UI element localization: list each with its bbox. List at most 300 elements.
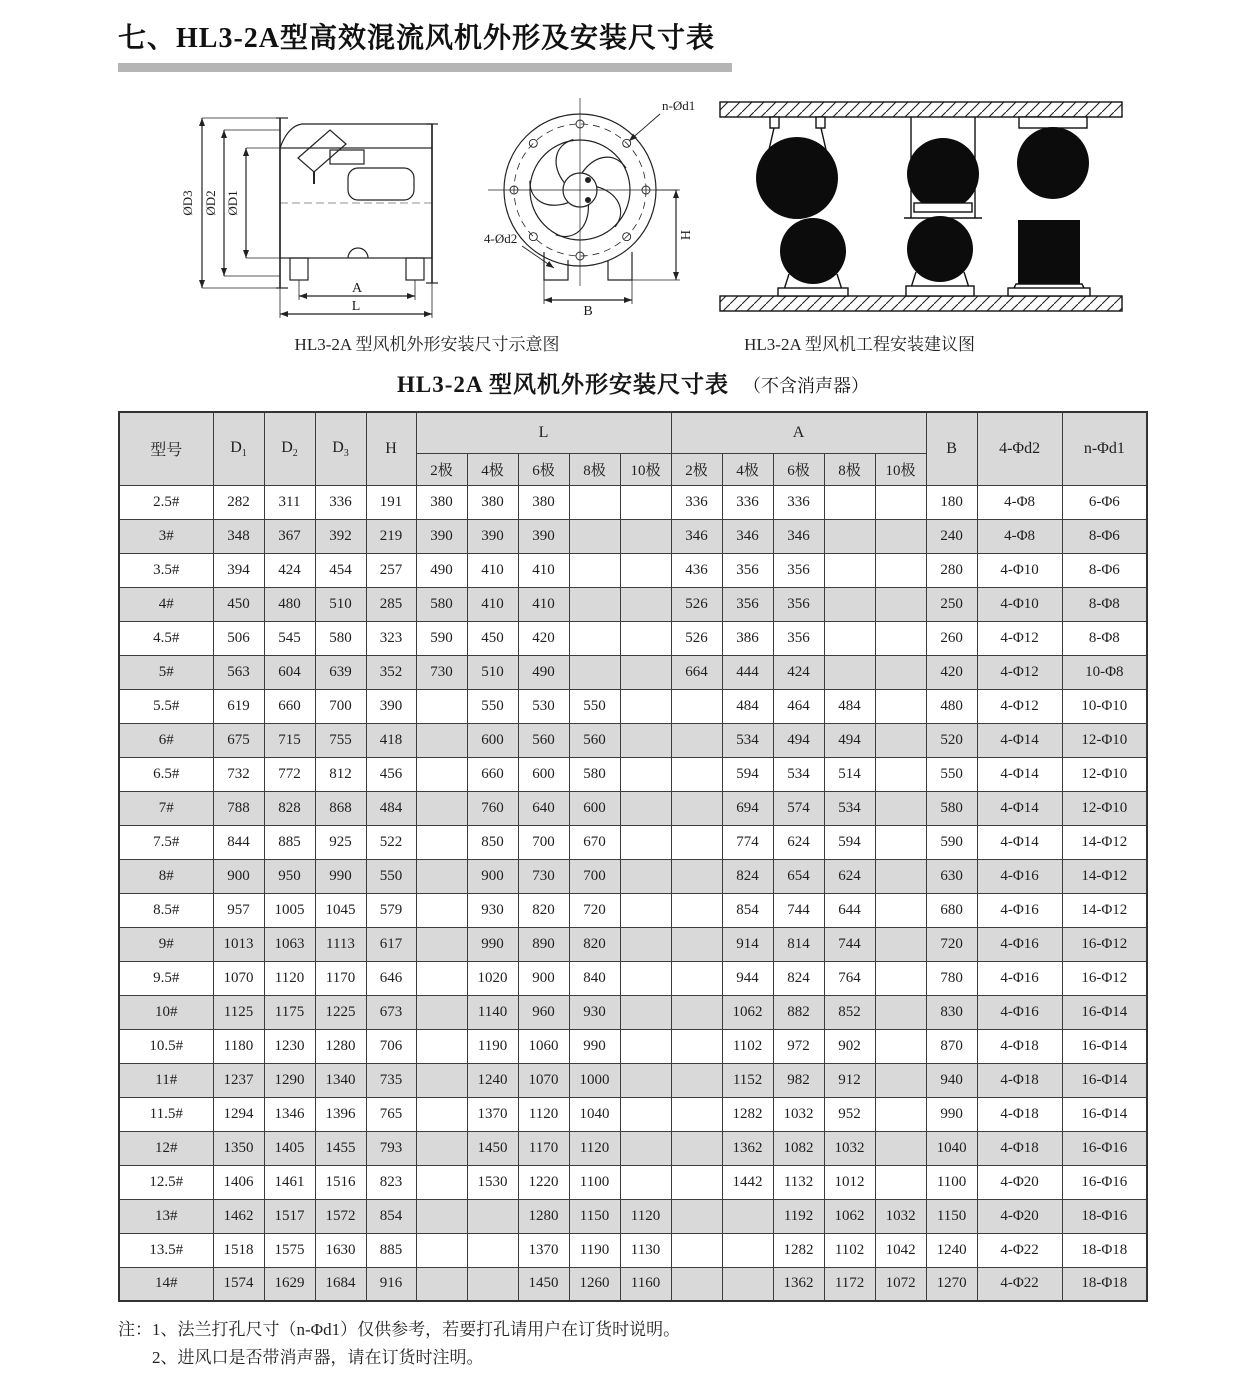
value-cell: 1346 <box>264 1097 315 1131</box>
value-cell: 4-Φ18 <box>977 1029 1062 1063</box>
table-header <box>119 412 1147 485</box>
value-cell: 670 <box>569 825 620 859</box>
value-cell: 1040 <box>926 1131 977 1165</box>
value-cell: 16-Φ16 <box>1062 1131 1147 1165</box>
value-cell <box>722 1199 773 1233</box>
value-cell <box>671 1063 722 1097</box>
value-cell: 600 <box>467 723 518 757</box>
value-cell: 450 <box>467 621 518 655</box>
value-cell: 394 <box>213 553 264 587</box>
value-cell <box>671 961 722 995</box>
col-header-pole: 8极 <box>824 453 875 485</box>
value-cell <box>620 519 671 553</box>
value-cell: 1063 <box>264 927 315 961</box>
dimension-table <box>118 411 1148 1302</box>
table-row <box>119 1165 1147 1199</box>
value-cell: 824 <box>722 859 773 893</box>
value-cell: 16-Φ12 <box>1062 927 1147 961</box>
value-cell: 1240 <box>467 1063 518 1097</box>
value-cell: 4-Φ18 <box>977 1131 1062 1165</box>
value-cell: 1572 <box>315 1199 366 1233</box>
value-cell <box>875 1063 926 1097</box>
value-cell: 386 <box>722 621 773 655</box>
value-cell <box>875 825 926 859</box>
value-cell <box>875 893 926 927</box>
value-cell: 484 <box>366 791 416 825</box>
value-cell: 706 <box>366 1029 416 1063</box>
value-cell: 4-Φ12 <box>977 655 1062 689</box>
value-cell: 484 <box>722 689 773 723</box>
value-cell: 1518 <box>213 1233 264 1267</box>
value-cell: 4-Φ22 <box>977 1267 1062 1301</box>
value-cell: 660 <box>467 757 518 791</box>
fan-side-view-figure <box>180 88 472 324</box>
value-cell <box>824 485 875 519</box>
model-cell: 7# <box>119 791 213 825</box>
value-cell: 285 <box>366 587 416 621</box>
value-cell <box>620 961 671 995</box>
value-cell: 4-Φ8 <box>977 485 1062 519</box>
value-cell: 311 <box>264 485 315 519</box>
value-cell: 673 <box>366 995 416 1029</box>
value-cell: 600 <box>518 757 569 791</box>
installation-figure <box>718 88 1126 324</box>
value-cell: 418 <box>366 723 416 757</box>
value-cell: 640 <box>518 791 569 825</box>
value-cell: 944 <box>722 961 773 995</box>
value-cell: 530 <box>518 689 569 723</box>
value-cell: 957 <box>213 893 264 927</box>
value-cell: 1132 <box>773 1165 824 1199</box>
value-cell: 639 <box>315 655 366 689</box>
value-cell <box>875 1131 926 1165</box>
value-cell: 4-Φ14 <box>977 791 1062 825</box>
value-cell: 10-Φ8 <box>1062 655 1147 689</box>
value-cell: 336 <box>671 485 722 519</box>
value-cell: 1350 <box>213 1131 264 1165</box>
value-cell: 793 <box>366 1131 416 1165</box>
value-cell: 868 <box>315 791 366 825</box>
value-cell <box>671 1233 722 1267</box>
value-cell: 1629 <box>264 1267 315 1301</box>
value-cell: 1455 <box>315 1131 366 1165</box>
value-cell <box>620 1131 671 1165</box>
value-cell <box>620 1063 671 1097</box>
value-cell <box>671 1199 722 1233</box>
table-row <box>119 995 1147 1029</box>
model-cell: 8# <box>119 859 213 893</box>
value-cell: 890 <box>518 927 569 961</box>
value-cell: 526 <box>671 587 722 621</box>
value-cell: 824 <box>773 961 824 995</box>
value-cell: 820 <box>569 927 620 961</box>
figures-row <box>118 88 1148 326</box>
value-cell <box>620 485 671 519</box>
value-cell: 346 <box>722 519 773 553</box>
value-cell: 744 <box>773 893 824 927</box>
value-cell: 18-Φ18 <box>1062 1233 1147 1267</box>
value-cell <box>722 1233 773 1267</box>
value-cell: 1060 <box>518 1029 569 1063</box>
value-cell: 390 <box>366 689 416 723</box>
value-cell: 780 <box>926 961 977 995</box>
value-cell <box>416 893 467 927</box>
notes <box>118 1316 1148 1372</box>
value-cell: 480 <box>264 587 315 621</box>
value-cell: 4-Φ20 <box>977 1165 1062 1199</box>
value-cell: 4-Φ12 <box>977 689 1062 723</box>
col-header-b: B <box>926 412 977 485</box>
value-cell: 356 <box>773 587 824 621</box>
value-cell: 1150 <box>926 1199 977 1233</box>
figure-captions <box>118 330 1148 356</box>
value-cell <box>671 757 722 791</box>
page-title: 七、HL3-2A型高效混流风机外形及安装尺寸表 <box>118 23 716 54</box>
table-row <box>119 621 1147 655</box>
value-cell: 1042 <box>875 1233 926 1267</box>
value-cell: 1442 <box>722 1165 773 1199</box>
value-cell: 660 <box>264 689 315 723</box>
value-cell <box>620 553 671 587</box>
value-cell <box>416 927 467 961</box>
value-cell <box>824 519 875 553</box>
value-cell: 619 <box>213 689 264 723</box>
value-cell <box>824 655 875 689</box>
value-cell: 1045 <box>315 893 366 927</box>
value-cell: 464 <box>773 689 824 723</box>
value-cell: 1280 <box>315 1029 366 1063</box>
value-cell: 323 <box>366 621 416 655</box>
value-cell: 925 <box>315 825 366 859</box>
value-cell: 1362 <box>773 1267 824 1301</box>
value-cell: 410 <box>518 553 569 587</box>
value-cell: 914 <box>722 927 773 961</box>
col-header-a-group: A <box>671 412 926 453</box>
value-cell: 410 <box>467 553 518 587</box>
value-cell: 1120 <box>569 1131 620 1165</box>
value-cell: 1270 <box>926 1267 977 1301</box>
value-cell: 4-Φ22 <box>977 1233 1062 1267</box>
value-cell: 1172 <box>824 1267 875 1301</box>
value-cell <box>875 859 926 893</box>
value-cell: 1020 <box>467 961 518 995</box>
value-cell <box>875 519 926 553</box>
value-cell: 4-Φ16 <box>977 961 1062 995</box>
value-cell: 1070 <box>518 1063 569 1097</box>
value-cell <box>620 655 671 689</box>
value-cell: 16-Φ14 <box>1062 1097 1147 1131</box>
value-cell: 4-Φ10 <box>977 587 1062 621</box>
value-cell: 454 <box>315 553 366 587</box>
value-cell: 1040 <box>569 1097 620 1131</box>
value-cell: 390 <box>467 519 518 553</box>
value-cell: 18-Φ18 <box>1062 1267 1147 1301</box>
value-cell <box>671 723 722 757</box>
value-cell: 484 <box>824 689 875 723</box>
value-cell: 972 <box>773 1029 824 1063</box>
value-cell <box>620 621 671 655</box>
value-cell: 952 <box>824 1097 875 1131</box>
table-row <box>119 1267 1147 1301</box>
value-cell: 755 <box>315 723 366 757</box>
value-cell <box>671 995 722 1029</box>
value-cell: 526 <box>671 621 722 655</box>
value-cell: 16-Φ14 <box>1062 1029 1147 1063</box>
value-cell <box>416 723 467 757</box>
value-cell <box>875 655 926 689</box>
value-cell: 730 <box>416 655 467 689</box>
value-cell: 930 <box>467 893 518 927</box>
value-cell <box>569 655 620 689</box>
value-cell <box>824 621 875 655</box>
model-cell: 6.5# <box>119 757 213 791</box>
value-cell: 191 <box>366 485 416 519</box>
value-cell <box>875 927 926 961</box>
table-subtitle: （不含消声器） <box>742 376 869 396</box>
value-cell <box>569 621 620 655</box>
value-cell: 624 <box>824 859 875 893</box>
value-cell: 700 <box>569 859 620 893</box>
value-cell: 580 <box>315 621 366 655</box>
value-cell: 1237 <box>213 1063 264 1097</box>
value-cell <box>620 995 671 1029</box>
value-cell: 700 <box>518 825 569 859</box>
value-cell: 1280 <box>518 1199 569 1233</box>
table-row <box>119 1029 1147 1063</box>
value-cell: 4-Φ16 <box>977 859 1062 893</box>
col-header-l-group: L <box>416 412 671 453</box>
table-row <box>119 587 1147 621</box>
col-header-pole: 4极 <box>722 453 773 485</box>
table-row <box>119 1063 1147 1097</box>
value-cell: 367 <box>264 519 315 553</box>
value-cell: 574 <box>773 791 824 825</box>
notes-prefix: 注： <box>118 1320 152 1339</box>
value-cell: 590 <box>926 825 977 859</box>
value-cell <box>416 1131 467 1165</box>
value-cell: 854 <box>722 893 773 927</box>
value-cell: 10-Φ10 <box>1062 689 1147 723</box>
value-cell <box>671 1131 722 1165</box>
value-cell: 14-Φ12 <box>1062 893 1147 927</box>
model-cell: 6# <box>119 723 213 757</box>
value-cell: 788 <box>213 791 264 825</box>
value-cell: 12-Φ10 <box>1062 791 1147 825</box>
value-cell: 380 <box>416 485 467 519</box>
value-cell: 1100 <box>569 1165 620 1199</box>
value-cell: 1070 <box>213 961 264 995</box>
col-header-pole: 10极 <box>875 453 926 485</box>
value-cell: 336 <box>722 485 773 519</box>
value-cell: 1140 <box>467 995 518 1029</box>
value-cell: 356 <box>773 553 824 587</box>
value-cell: 514 <box>824 757 875 791</box>
value-cell: 506 <box>213 621 264 655</box>
value-cell: 12-Φ10 <box>1062 757 1147 791</box>
value-cell: 844 <box>213 825 264 859</box>
value-cell: 604 <box>264 655 315 689</box>
value-cell: 1362 <box>722 1131 773 1165</box>
value-cell: 744 <box>824 927 875 961</box>
table-row <box>119 1097 1147 1131</box>
table-row <box>119 825 1147 859</box>
value-cell: 630 <box>926 859 977 893</box>
value-cell: 420 <box>518 621 569 655</box>
value-cell: 1102 <box>722 1029 773 1063</box>
value-cell: 1630 <box>315 1233 366 1267</box>
value-cell: 900 <box>213 859 264 893</box>
value-cell: 580 <box>926 791 977 825</box>
value-cell: 14-Φ12 <box>1062 825 1147 859</box>
value-cell: 1062 <box>824 1199 875 1233</box>
value-cell <box>671 1029 722 1063</box>
value-cell <box>671 1267 722 1301</box>
value-cell <box>620 587 671 621</box>
value-cell: 579 <box>366 893 416 927</box>
value-cell: 1082 <box>773 1131 824 1165</box>
value-cell: 1032 <box>824 1131 875 1165</box>
value-cell <box>467 1199 518 1233</box>
value-cell <box>671 859 722 893</box>
value-cell: 436 <box>671 553 722 587</box>
value-cell: 850 <box>467 825 518 859</box>
value-cell: 4-Φ14 <box>977 825 1062 859</box>
value-cell: 348 <box>213 519 264 553</box>
value-cell: 1290 <box>264 1063 315 1097</box>
value-cell: 563 <box>213 655 264 689</box>
dim-label-d1: ØD1 <box>225 190 240 216</box>
value-cell: 534 <box>773 757 824 791</box>
value-cell <box>467 1267 518 1301</box>
value-cell: 1282 <box>722 1097 773 1131</box>
value-cell: 1170 <box>315 961 366 995</box>
value-cell: 1100 <box>926 1165 977 1199</box>
value-cell <box>416 1029 467 1063</box>
value-cell <box>620 893 671 927</box>
table-title-text: HL3-2A 型风机外形安装尺寸表 <box>397 372 729 397</box>
value-cell: 550 <box>569 689 620 723</box>
value-cell: 852 <box>824 995 875 1029</box>
model-cell: 4.5# <box>119 621 213 655</box>
value-cell: 1461 <box>264 1165 315 1199</box>
value-cell <box>620 689 671 723</box>
value-cell: 4-Φ16 <box>977 927 1062 961</box>
value-cell: 8-Φ8 <box>1062 621 1147 655</box>
value-cell: 900 <box>467 859 518 893</box>
value-cell: 424 <box>773 655 824 689</box>
table-row <box>119 791 1147 825</box>
value-cell: 534 <box>824 791 875 825</box>
value-cell: 1240 <box>926 1233 977 1267</box>
value-cell: 732 <box>213 757 264 791</box>
value-cell <box>875 553 926 587</box>
value-cell: 1120 <box>518 1097 569 1131</box>
value-cell <box>875 791 926 825</box>
value-cell: 550 <box>926 757 977 791</box>
value-cell: 8-Φ6 <box>1062 553 1147 587</box>
model-cell: 2.5# <box>119 485 213 519</box>
table-row <box>119 1131 1147 1165</box>
value-cell <box>875 621 926 655</box>
value-cell: 250 <box>926 587 977 621</box>
col-header-pole: 6极 <box>773 453 824 485</box>
value-cell: 1684 <box>315 1267 366 1301</box>
value-cell: 990 <box>569 1029 620 1063</box>
value-cell: 1125 <box>213 995 264 1029</box>
value-cell: 950 <box>264 859 315 893</box>
value-cell: 456 <box>366 757 416 791</box>
col-header-h: H <box>366 412 416 485</box>
dim-label-4-d2: 4-Ød2 <box>484 231 518 246</box>
value-cell <box>671 927 722 961</box>
value-cell <box>416 689 467 723</box>
value-cell: 1282 <box>773 1233 824 1267</box>
col-header-d2: $D_2$ <box>264 412 315 485</box>
value-cell: 812 <box>315 757 366 791</box>
value-cell: 480 <box>926 689 977 723</box>
value-cell: 356 <box>722 553 773 587</box>
value-cell <box>416 757 467 791</box>
value-cell: 617 <box>366 927 416 961</box>
value-cell: 1575 <box>264 1233 315 1267</box>
col-header-model: 型号 <box>119 412 213 485</box>
table-row <box>119 485 1147 519</box>
value-cell <box>824 553 875 587</box>
value-cell: 1517 <box>264 1199 315 1233</box>
value-cell: 916 <box>366 1267 416 1301</box>
value-cell: 900 <box>518 961 569 995</box>
value-cell <box>875 1029 926 1063</box>
value-cell: 4-Φ10 <box>977 553 1062 587</box>
value-cell <box>722 1267 773 1301</box>
value-cell: 4-Φ14 <box>977 723 1062 757</box>
value-cell: 1516 <box>315 1165 366 1199</box>
dim-label-a: A <box>351 281 363 296</box>
col-header-bolt-d2: 4-Φd2 <box>977 412 1062 485</box>
col-header-pole: 2极 <box>671 453 722 485</box>
value-cell: 356 <box>773 621 824 655</box>
value-cell <box>467 1233 518 1267</box>
value-cell: 882 <box>773 995 824 1029</box>
col-header-d3: $D_3$ <box>315 412 366 485</box>
value-cell: 1120 <box>264 961 315 995</box>
value-cell <box>875 723 926 757</box>
value-cell: 1012 <box>824 1165 875 1199</box>
value-cell: 1450 <box>518 1267 569 1301</box>
value-cell <box>416 791 467 825</box>
value-cell: 6-Φ6 <box>1062 485 1147 519</box>
value-cell: 774 <box>722 825 773 859</box>
value-cell: 4-Φ16 <box>977 893 1062 927</box>
col-header-pole: 2极 <box>416 453 467 485</box>
table-row <box>119 723 1147 757</box>
model-cell: 4# <box>119 587 213 621</box>
value-cell: 1192 <box>773 1199 824 1233</box>
value-cell <box>416 1199 467 1233</box>
value-cell <box>620 927 671 961</box>
value-cell: 545 <box>264 621 315 655</box>
value-cell: 12-Φ10 <box>1062 723 1147 757</box>
dim-label-n-d1: n-Ød1 <box>662 98 696 113</box>
value-cell: 1032 <box>875 1199 926 1233</box>
value-cell: 675 <box>213 723 264 757</box>
value-cell: 550 <box>467 689 518 723</box>
value-cell <box>620 757 671 791</box>
value-cell: 392 <box>315 519 366 553</box>
value-cell: 420 <box>926 655 977 689</box>
table-row <box>119 859 1147 893</box>
value-cell: 560 <box>518 723 569 757</box>
